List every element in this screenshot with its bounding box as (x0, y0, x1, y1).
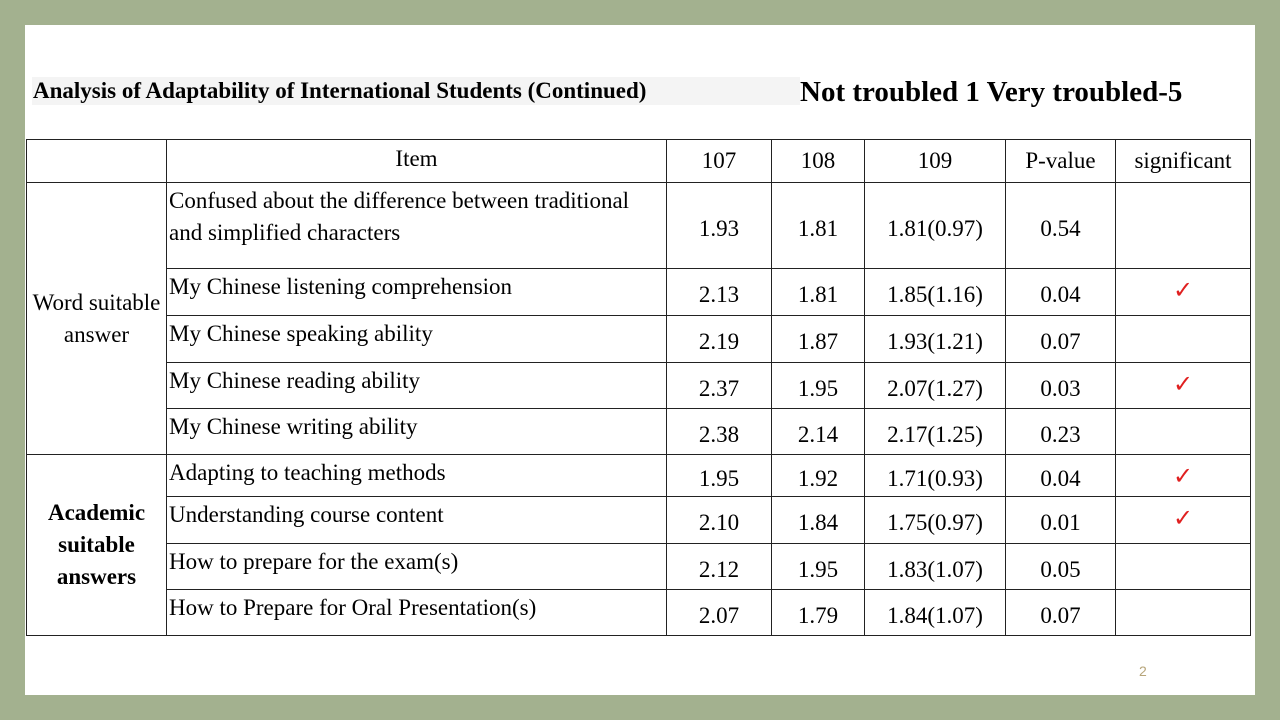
scale-note: Not troubled 1 Very troubled-5 (800, 76, 1183, 108)
checkmark-icon: ✓ (1172, 464, 1194, 490)
value-107-cell: 2.13 (667, 269, 772, 316)
table-row (27, 455, 1251, 497)
value-109-cell: 1.83(1.07) (865, 544, 1006, 590)
value-107-cell: 1.93 (667, 183, 772, 269)
adaptability-table (26, 139, 1251, 636)
p-value-cell: 0.07 (1006, 590, 1116, 636)
table-row (27, 316, 1251, 363)
value-108-cell: 1.79 (772, 590, 865, 636)
p-value-cell: 0.04 (1006, 269, 1116, 316)
significant-cell (1116, 183, 1251, 269)
value-107-cell: 2.19 (667, 316, 772, 363)
group-label-cell: Word suitable answer (27, 183, 167, 455)
p-value-cell: 0.23 (1006, 409, 1116, 455)
value-109-cell: 1.71(0.93) (865, 455, 1006, 497)
item-cell: My Chinese speaking ability (167, 316, 667, 363)
value-107-cell: 2.12 (667, 544, 772, 590)
value-108-cell: 1.95 (772, 544, 865, 590)
value-109-cell: 1.85(1.16) (865, 269, 1006, 316)
value-108-cell: 1.87 (772, 316, 865, 363)
value-109-cell: 1.75(0.97) (865, 497, 1006, 544)
significant-cell (1116, 590, 1251, 636)
header-cell-item: Item (167, 140, 667, 183)
table-row (27, 183, 1251, 269)
value-107-cell: 1.95 (667, 455, 772, 497)
significant-cell (1116, 316, 1251, 363)
significant-cell (1116, 455, 1251, 497)
group-label-cell: Academic suitable answers (27, 455, 167, 636)
table-row (27, 544, 1251, 590)
header-cell-109: 109 (865, 140, 1006, 183)
checkmark-icon: ✓ (1172, 372, 1194, 398)
table-row (27, 363, 1251, 409)
value-108-cell: 1.81 (772, 269, 865, 316)
value-107-cell: 2.37 (667, 363, 772, 409)
significant-cell (1116, 363, 1251, 409)
significant-cell (1116, 544, 1251, 590)
table-row (27, 269, 1251, 316)
item-cell: Adapting to teaching methods (167, 455, 667, 497)
value-109-cell: 2.07(1.27) (865, 363, 1006, 409)
value-109-cell: 1.93(1.21) (865, 316, 1006, 363)
table-row (27, 409, 1251, 455)
header-cell-group (27, 140, 167, 183)
item-cell: My Chinese listening comprehension (167, 269, 667, 316)
table-body (27, 140, 1251, 636)
value-108-cell: 1.95 (772, 363, 865, 409)
value-107-cell: 2.10 (667, 497, 772, 544)
page-number: 2 (1139, 663, 1147, 679)
p-value-cell: 0.04 (1006, 455, 1116, 497)
header-cell-108: 108 (772, 140, 865, 183)
value-109-cell: 1.84(1.07) (865, 590, 1006, 636)
value-109-cell: 1.81(0.97) (865, 183, 1006, 269)
p-value-cell: 0.03 (1006, 363, 1116, 409)
header-cell-significant: significant (1116, 140, 1251, 183)
checkmark-icon: ✓ (1172, 506, 1194, 532)
value-108-cell: 1.84 (772, 497, 865, 544)
item-cell: Confused about the difference between traditional and simplified characters (167, 183, 667, 269)
p-value-cell: 0.07 (1006, 316, 1116, 363)
value-108-cell: 1.92 (772, 455, 865, 497)
value-108-cell: 2.14 (772, 409, 865, 455)
significant-cell (1116, 269, 1251, 316)
p-value-cell: 0.54 (1006, 183, 1116, 269)
value-107-cell: 2.07 (667, 590, 772, 636)
item-cell: My Chinese writing ability (167, 409, 667, 455)
p-value-cell: 0.01 (1006, 497, 1116, 544)
item-cell: How to Prepare for Oral Presentation(s) (167, 590, 667, 636)
value-109-cell: 2.17(1.25) (865, 409, 1006, 455)
item-cell: My Chinese reading ability (167, 363, 667, 409)
item-cell: Understanding course content (167, 497, 667, 544)
significant-cell (1116, 497, 1251, 544)
table-header-row (27, 140, 1251, 183)
slide-title: Analysis of Adaptability of International Students (Continued) (33, 78, 647, 103)
table-row (27, 497, 1251, 544)
checkmark-icon: ✓ (1172, 278, 1194, 304)
slide (25, 25, 1255, 695)
value-107-cell: 2.38 (667, 409, 772, 455)
table-row (27, 590, 1251, 636)
item-cell: How to prepare for the exam(s) (167, 544, 667, 590)
header-cell-p-value: P-value (1006, 140, 1116, 183)
value-108-cell: 1.81 (772, 183, 865, 269)
p-value-cell: 0.05 (1006, 544, 1116, 590)
header-cell-107: 107 (667, 140, 772, 183)
significant-cell (1116, 409, 1251, 455)
